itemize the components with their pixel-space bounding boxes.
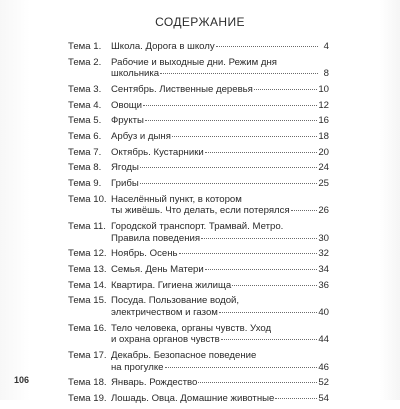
toc-entry-number: Тема 6. [68, 131, 102, 143]
toc-entry [68, 178, 329, 190]
toc-entry-title: Ягоды [111, 162, 139, 174]
toc-entry-number: Тема 11. [68, 221, 106, 233]
dot-leader [179, 253, 318, 254]
toc-entry-title: Грибы [111, 178, 139, 190]
toc-entry-page: 52 [318, 377, 329, 389]
toc-entry-title: электричеством и газом [111, 307, 218, 318]
toc-entry-page: 36 [318, 279, 329, 291]
toc-entry [68, 248, 329, 260]
toc-entry-title: и охрана органов чувств [111, 334, 220, 346]
toc-entry-title: Октябрь. Кустарники [111, 146, 204, 158]
dot-leader [198, 382, 317, 383]
toc-entry-number: Тема 14. [68, 279, 107, 291]
dot-leader [165, 367, 318, 368]
toc-entry [68, 264, 329, 276]
dot-leader [145, 120, 317, 121]
toc-entry [68, 131, 329, 143]
toc-entry-page: 40 [318, 307, 329, 318]
dot-leader [275, 398, 317, 399]
dot-leader [291, 210, 318, 211]
toc-entry-number: Тема 5. [68, 115, 102, 127]
dot-leader [172, 136, 317, 137]
toc-entry-number: Тема 3. [68, 83, 102, 95]
toc-entry-number: Тема 7. [68, 146, 102, 158]
toc-entry-page: 12 [318, 99, 329, 111]
toc-entry [68, 115, 329, 127]
toc-entry-page: 32 [318, 248, 329, 260]
toc-entry-title: Декабрь. Безопасное поведение [111, 349, 257, 361]
toc-entry-page: 24 [318, 162, 329, 174]
dot-leader [205, 152, 318, 153]
dot-leader [205, 269, 318, 270]
toc-entry-number: Тема 9. [68, 178, 102, 190]
dot-leader [140, 183, 318, 184]
page-number: 106 [14, 375, 30, 385]
dot-leader [254, 89, 317, 90]
dot-leader [143, 105, 317, 106]
toc-entry-page: 44 [318, 334, 329, 346]
toc-entry-number: Тема 2. [68, 56, 102, 68]
toc-entry-number: Тема 10. [68, 193, 107, 205]
toc-entry-number: Тема 13. [68, 264, 107, 276]
dot-leader [232, 285, 317, 286]
toc-entry-title: Населённый пункт, в котором [111, 193, 242, 205]
page-title: СОДЕРЖАНИЕ [155, 15, 245, 29]
toc-entry-title: Январь. Рождество [111, 377, 198, 389]
toc-entry-title: Лошадь. Овца. Домашние животные [111, 392, 275, 404]
toc-entry [68, 57, 329, 80]
toc-entry-title: Овощи [111, 99, 143, 111]
toc-entry-title: ты живёшь. Что делать, если потерялся [111, 205, 290, 217]
toc-entry-page: 34 [318, 264, 329, 276]
toc-entry-number: Тема 19. [68, 392, 107, 404]
toc-entry-number: Тема 17. [68, 349, 107, 361]
toc-entry [68, 280, 329, 292]
toc-entry-page: 26 [318, 205, 329, 217]
toc-entry-title: Фрукты [111, 115, 144, 127]
dot-leader [221, 339, 318, 340]
toc-entry-title: Посуда. Пользование водой, [111, 295, 240, 307]
toc-entry-page: 18 [318, 131, 329, 143]
dot-leader [219, 312, 317, 313]
toc-entry-page: 16 [318, 115, 329, 127]
toc-entry-number: Тема 15. [68, 295, 107, 307]
toc-entry [68, 350, 329, 373]
toc-entry [68, 84, 329, 96]
dot-leader [140, 167, 317, 168]
toc-entry-number: Тема 16. [68, 322, 107, 334]
toc-entry-number: Тема 4. [68, 99, 102, 111]
toc-entry-title: Правила поведения [111, 232, 201, 244]
toc-entry-title: Арбуз и дыня [111, 131, 171, 143]
toc-entry-page: 54 [318, 392, 329, 404]
toc-entry-number: Тема 18. [68, 377, 107, 389]
dot-leader [216, 46, 318, 47]
toc-entry-title: Ноябрь. Осень [111, 248, 178, 260]
toc-entry-page: 46 [318, 361, 329, 373]
toc-entry-title: на прогулке [111, 361, 164, 373]
toc-entry-title: школьника [111, 68, 160, 80]
toc-entry-page: 8 [323, 68, 329, 80]
toc-entry-number: Тема 12. [68, 248, 107, 260]
table-of-contents [68, 41, 329, 409]
toc-entry-page: 10 [318, 83, 329, 95]
toc-entry-title: Городской транспорт. Трамвай. Метро. [111, 221, 284, 233]
toc-entry-page: 20 [318, 146, 329, 158]
toc-entry-title: Семья. День Матери [111, 264, 204, 276]
toc-entry [68, 295, 329, 318]
toc-entry [68, 323, 329, 346]
toc-entry [68, 194, 329, 217]
toc-entry-page: 4 [323, 41, 329, 52]
toc-entry [68, 147, 329, 159]
toc-entry-page: 30 [318, 232, 329, 244]
toc-entry-title: Квартира. Гигиена жилища [111, 279, 232, 291]
toc-entry [68, 41, 329, 53]
toc-entry [68, 162, 329, 174]
dot-leader [201, 238, 317, 239]
toc-entry [68, 100, 329, 112]
dot-leader [160, 73, 318, 74]
toc-entry-number: Тема 1. [68, 41, 102, 52]
toc-entry-title: Сентябрь. Лиственные деревья [111, 83, 253, 95]
toc-entry-page: 25 [318, 178, 329, 190]
toc-entry-number: Тема 8. [68, 162, 102, 174]
toc-entry-title: Тело человека, органы чувств. Уход [111, 322, 272, 334]
toc-entry [68, 377, 329, 389]
toc-entry-title: Рабочие и выходные дни. Режим дня [111, 56, 277, 68]
toc-entry-title: Школа. Дорога в школу [111, 41, 215, 52]
toc-entry [68, 221, 329, 244]
toc-entry [68, 393, 329, 405]
